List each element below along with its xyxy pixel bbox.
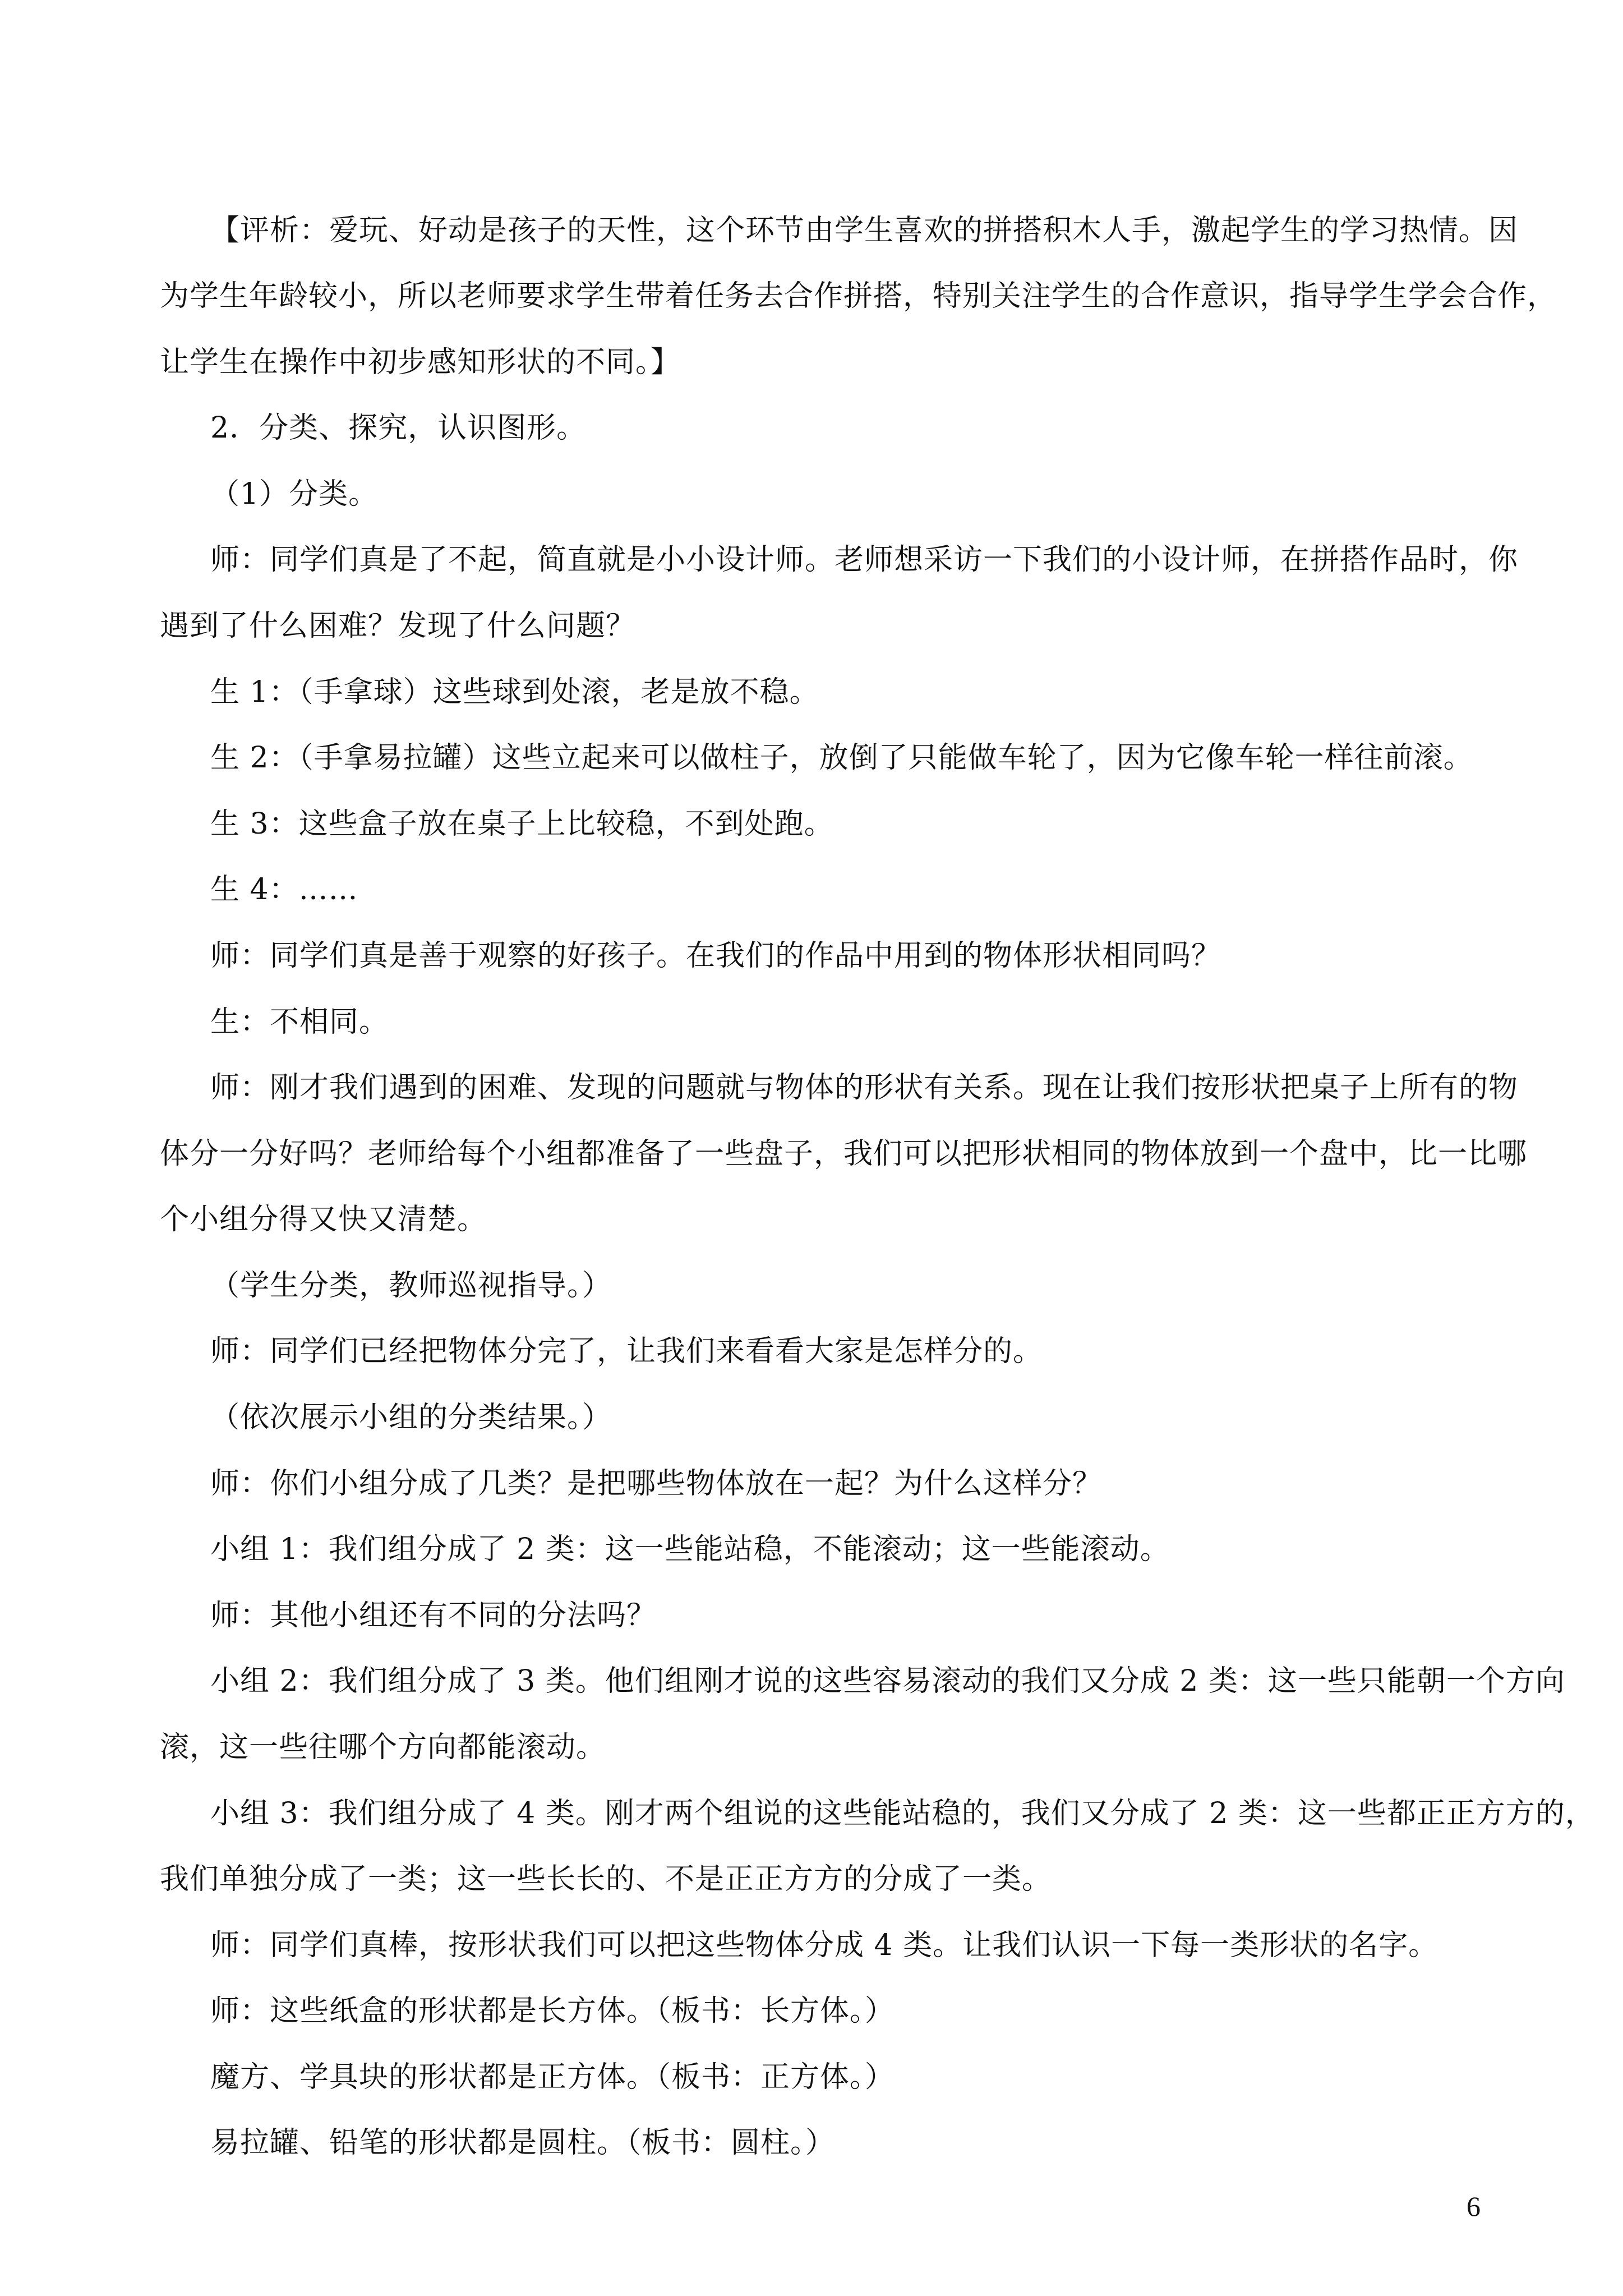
- text-line: 滚，这一些往哪个方向都能滚动。: [160, 1731, 606, 1764]
- text-line: 师：刚才我们遇到的困难、发现的问题就与物体的形状有关系。现在让我们按形状把桌子上所有的物: [210, 1071, 1519, 1105]
- text-line: 生 4：……: [210, 873, 358, 907]
- text-line: 师：其他小组还有不同的分法吗？: [210, 1599, 657, 1632]
- text-line: 【评析：爱玩、好动是孩子的天性，这个环节由学生喜欢的拼搭积木人手，激起学生的学习热情。因: [210, 214, 1519, 247]
- text-line: 生 1：（手拿球）这些球到处滚，老是放不稳。: [210, 675, 819, 709]
- text-line: 师：这些纸盒的形状都是长方体。（板书：长方体。）: [210, 1994, 895, 2028]
- text-line: 个小组分得又快又清楚。: [160, 1203, 487, 1236]
- text-line: 魔方、学具块的形状都是正方体。（板书：正方体。）: [210, 2060, 895, 2094]
- text-line: 师：同学们真是善于观察的好孩子。在我们的作品中用到的物体形状相同吗？: [210, 939, 1221, 973]
- text-line: （依次展示小组的分类结果。）: [210, 1401, 612, 1434]
- page-number: 6: [1467, 2191, 1481, 2222]
- text-line: 小组 2：我们组分成了 3 类。他们组刚才说的这些容易滚动的我们又分成 2 类：这一些只能朝一个方向: [210, 1664, 1565, 1698]
- text-line: 师：你们小组分成了几类？是把哪些物体放在一起？为什么这样分？: [210, 1467, 1103, 1501]
- text-line: （学生分类，教师巡视指导。）: [210, 1269, 612, 1303]
- text-line: 生 3：这些盒子放在桌子上比较稳，不到处跑。: [210, 807, 834, 841]
- text-line: 生：不相同。: [210, 1005, 389, 1039]
- text-line: 2．分类、探究，认识图形。: [210, 411, 587, 445]
- text-line: 生 2：（手拿易拉罐）这些立起来可以做柱子，放倒了只能做车轮了，因为它像车轮一样往前滚。: [210, 741, 1473, 775]
- text-line: 易拉罐、铅笔的形状都是圆柱。（板书：圆柱。）: [210, 2126, 836, 2160]
- text-line: 师：同学们真是了不起，简直就是小小设计师。老师想采访一下我们的小设计师，在拼搭作品时，你: [210, 543, 1519, 577]
- text-line: 为学生年龄较小，所以老师要求学生带着任务去合作拼搭，特别关注学生的合作意识，指导学生学会合作，: [160, 279, 1557, 313]
- text-line: （1）分类。: [210, 477, 379, 511]
- text-line: 体分一分好吗？老师给每个小组都准备了一些盘子，我们可以把形状相同的物体放到一个盘中，比一比哪: [160, 1137, 1528, 1171]
- text-line: 师：同学们已经把物体分完了，让我们来看看大家是怎样分的。: [210, 1335, 1043, 1368]
- text-line: 小组 3：我们组分成了 4 类。刚才两个组说的这些能站稳的，我们又分成了 2 类：这一些都正正方方的，: [210, 1797, 1595, 1830]
- text-line: 师：同学们真棒，按形状我们可以把这些物体分成 4 类。让我们认识一下每一类形状的名字。: [210, 1929, 1438, 1962]
- text-line: 遇到了什么困难？发现了什么问题？: [160, 609, 636, 643]
- text-line: 让学生在操作中初步感知形状的不同。】: [160, 346, 681, 379]
- text-line: 我们单独分成了一类；这一些长长的、不是正正方方的分成了一类。: [160, 1862, 1052, 1896]
- text-line: 小组 1：我们组分成了 2 类：这一些能站稳，不能滚动；这一些能滚动。: [210, 1533, 1170, 1566]
